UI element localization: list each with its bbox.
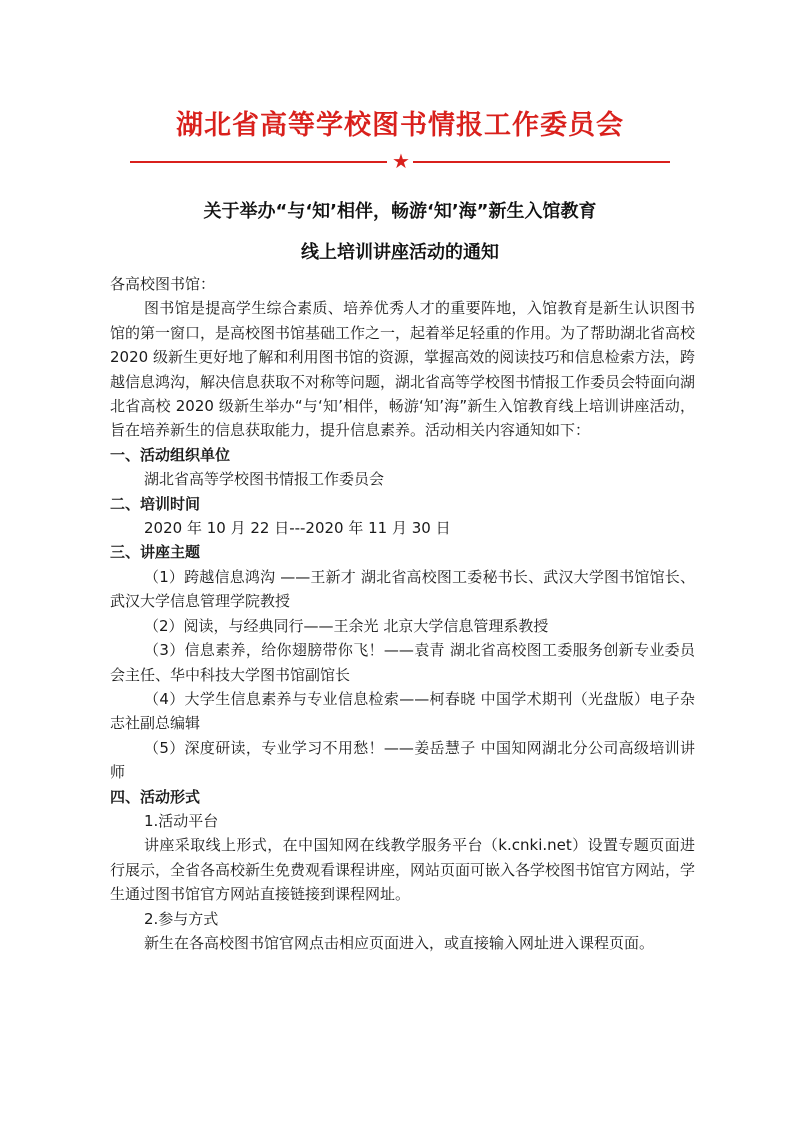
- lecture-item-4: （4）大学生信息素养与专业信息检索——柯春晓 中国学术期刊（光盘版）电子杂志社副总编辑: [110, 689, 695, 733]
- section-heading-time: 二、培训时间: [110, 494, 201, 513]
- header-rule-left: [130, 161, 387, 163]
- participation-text: 新生在各高校图书馆官网点击相应页面进入，或直接输入网址进入课程页面。: [144, 933, 655, 952]
- organizer-text: 湖北省高等学校图书情报工作委员会: [144, 470, 385, 489]
- notice-title-line2: 线上培训讲座活动的通知: [301, 242, 499, 263]
- star-icon: ★: [392, 149, 410, 173]
- time-text: 2020 年 10 月 22 日---2020 年 11 月 30 日: [144, 519, 451, 538]
- org-title: 湖北省高等学校图书情报工作委员会: [176, 110, 624, 141]
- section-heading-topics: 三、讲座主题: [110, 543, 201, 562]
- lecture-item-2: （2）阅读，与经典同行——王余光 北京大学信息管理系教授: [144, 616, 549, 635]
- participation-subtitle: 2.参与方式: [144, 909, 219, 928]
- section-heading-format: 四、活动形式: [110, 787, 201, 806]
- intro-paragraph: 图书馆是提高学生综合素质、培养优秀人才的重要阵地，入馆教育是新生认识图书馆的第一窗口，是高校图书馆基础工作之一，起着举足轻重的作用。为了帮助湖北省高校 2020 级新生更好地了解和利用图书馆的资源，掌握高效的阅读技巧和信息检索方法，跨越信息鸿沟，解决信息获取不对称等问题，湖北省高等学校图书情报工作委员会特面向湖北省高校 2020 级新生举办“与‘知’相伴，畅游‘知’海”新生入馆教育线上培训讲座活动，旨在培养新生的信息获取能力，提升信息素养。活动相关内容通知如下：: [110, 299, 696, 440]
- lecture-item-5: （5）深度研读，专业学习不用愁！——姜岳慧子 中国知网湖北分公司高级培训讲师: [110, 738, 695, 782]
- lecture-item-1: （1）跨越信息鸿沟 ——王新才 湖北省高校图工委秘书长、武汉大学图书馆馆长、武汉大学信息管理学院教授: [110, 567, 695, 611]
- platform-subtitle: 1.活动平台: [144, 811, 219, 830]
- platform-text: 讲座采取线上形式，在中国知网在线教学服务平台（k.cnki.net）设置专题页面进行展示，全省各高校新生免费观看课程讲座，网站页面可嵌入各学校图书馆官方网站，学生通过图书馆官方网站直接链接到课程网址。: [110, 836, 696, 904]
- notice-title-line1: 关于举办“与‘知’相伴，畅游‘知’海”新生入馆教育: [203, 201, 597, 222]
- section-heading-organizer: 一、活动组织单位: [110, 445, 231, 464]
- header-rule-right: [413, 161, 670, 163]
- salutation: 各高校图书馆：: [110, 275, 216, 293]
- notice-body: [110, 265, 695, 955]
- lecture-item-3: （3）信息素养，给你翅膀带你飞！——袁青 湖北省高校图工委服务创新专业委员会主任、华中科技大学图书馆副馆长: [110, 641, 695, 684]
